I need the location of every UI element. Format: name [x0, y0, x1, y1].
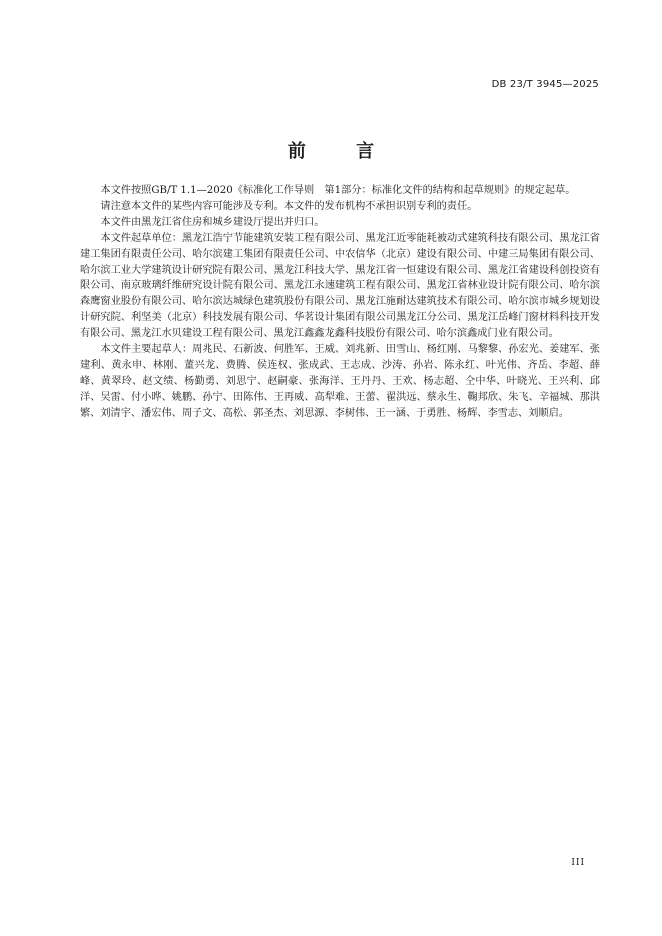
paragraph-drafters: 本文件主要起草人：周兆民、石新波、何胜军、王威、刘兆新、田雪山、杨红刚、马黎黎、孙宏光、姜建军、张建利、黄永申、林刚、董兴龙、费腾、侯连权、张成武、王志成、沙涛、孙岩、陈永红、叶光伟、齐岳、李超、薛峰、黄翠玲、赵文绩、杨勤勇、刘思宁、赵嗣豪、张海洋、王丹丹、王欢、杨志超、仝中华、叶晓光、王兴利、邱洋、吴雷、付小晔、姚鹏、孙宁、田陈伟、王再威、高犁难、王蕾、翟洪远、蔡永生、鞠邦欣、朱飞、辛福城、那洪繁、刘清宇、潘宏伟、周子文、高松、郭圣杰、刘思源、李树伟、王一涵、于勇胜、杨辉、李雪志、刘顺启。 [80, 344, 600, 419]
page-number: III [571, 858, 585, 868]
foreword-body [80, 183, 600, 422]
paragraph-drafting-units: 本文件起草单位：黑龙江浩宁节能建筑安装工程有限公司、黑龙江近零能耗被动式建筑科技有限公司、黑龙江省建工集团有限责任公司、哈尔滨建工集团有限责任公司、中农信华（北京）建设有限公司、中建三局集团有限公司、哈尔滨工业大学建筑设计研究院有限公司、黑龙江科技大学、黑龙江省一恒建设有限公司、黑龙江省建设科创投资有限公司、南京玻璃纤维研究设计院有限公司、黑龙江永速建筑工程有限公司、黑龙江省林业设计院有限公司、哈尔滨森鹰窗业股份有限公司、哈尔滨达城绿色建筑股份有限公司、黑龙江施耐达建筑技术有限公司、哈尔滨市城乡规划设计研究院、利坚美（北京）科技发展有限公司、华茗设计集团有限公司黑龙江分公司、黑龙江岳峰门窗材料科技开发有限公司、黑龙江水贝建设工程有限公司、黑龙江鑫鑫龙鑫科技股份有限公司、哈尔滨鑫成门业有限公司。 [80, 232, 600, 340]
paragraph-patent-notice: 请注意本文件的某些内容可能涉及专利。本文件的发布机构不承担识别专利的责任。 [100, 200, 478, 212]
standard-code: DB 23/T 3945—2025 [491, 79, 599, 90]
paragraph-proposer: 本文件由黑龙江省住房和城乡建设厅提出并归口。 [100, 216, 325, 228]
page-title: 前 言 [287, 141, 397, 162]
paragraph-drafting-rules: 本文件按照GB/T 1.1—2020《标准化工作导则 第1部分：标准化文件的结构和起草规则》的规定起草。 [100, 185, 576, 196]
